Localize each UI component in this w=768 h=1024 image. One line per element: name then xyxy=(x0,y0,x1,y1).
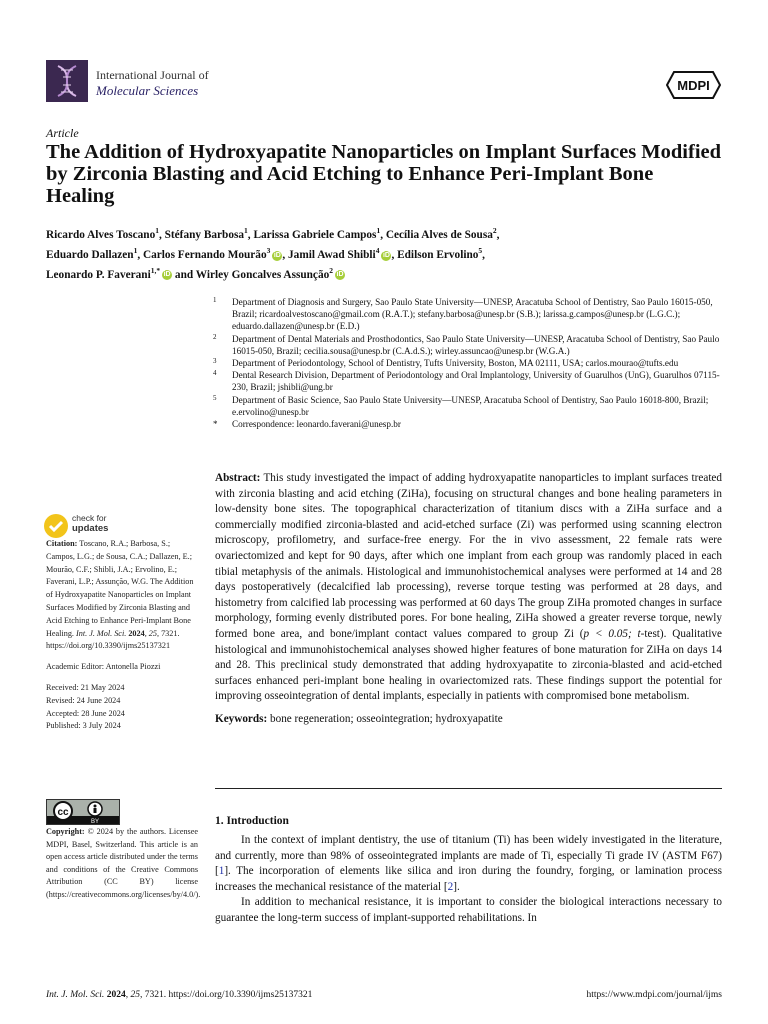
journal-name-line2: Molecular Sciences xyxy=(96,83,199,98)
author-separator: , xyxy=(391,248,398,261)
mdpi-logo xyxy=(666,70,721,100)
copyright-notice xyxy=(46,826,201,902)
abstract-text-a: This study investigated the impact of adding hydroxyapatite nanoparticles to implant surfaces treated with zirconia blasting and acid etching (ZiHa), focusing on structural changes and bone healing parameters in low-density bone sites. The topographical characterization of titanium discs with a ZiHa surface and a commercially modified zirconia-blasted and acid-etched surface (Zi) was performed using scanning electron microscopy, profilometry, and surface-free energy. For the in vivo assessment, 22 female rats were ovariectomized and kept for 90 days, after which one implant from each group was randomly placed in each tibial metaphysis of the animals. Histological and immunohistochemical analyses were performed at 14 and 28 days postoperatively (decalcified lab processing), reverse torque testing was performed at 28 days, and histometry from calcified lab processing was performed at 60 days The group ZiHa promoted changes in surface morphology, forming evenly distributed pores. For bone healing, ZiHa showed a greater reverse torque, newly formed bone area, and bone/implant contact values compared to group Zi ( xyxy=(215,472,722,640)
author-separator: , xyxy=(247,228,254,241)
keywords xyxy=(215,712,722,728)
affiliation-number: 5 xyxy=(213,393,217,402)
footer-citation: Int. J. Mol. Sci. 2024, 25, 7321. https://doi.org/10.3390/ijms25137321 xyxy=(46,990,313,1000)
reference-link-1[interactable]: 1 xyxy=(218,865,225,878)
footer-journal: Int. J. Mol. Sci. xyxy=(46,990,105,1000)
abstract xyxy=(215,471,722,705)
mdpi-logo-text: MDPI xyxy=(677,78,710,93)
affiliation-item xyxy=(210,333,730,357)
author-affiliation-marker: 3 xyxy=(266,245,271,255)
article-title: The Addition of Hydroxyapatite Nanoparticles on Implant Surfaces Modified by Zirconia Blasting and Acid Etching to Enhance Peri-Implant Bone Healing xyxy=(46,141,722,207)
author-separator: , xyxy=(482,248,485,261)
author-affiliation-marker: 1,* xyxy=(150,265,161,275)
correspondence-text: Correspondence: leonardo.faverani@unesp.br xyxy=(232,419,401,430)
check-for-updates-line1: check for xyxy=(72,513,107,523)
citation-label: Citation: xyxy=(46,539,78,548)
footer-volume: 25 xyxy=(130,990,140,1000)
orcid-icon[interactable]: iD xyxy=(163,271,171,279)
author-separator: , xyxy=(137,248,143,261)
author-affiliation-marker: 2 xyxy=(329,265,333,275)
author-affiliation-marker: 1 xyxy=(155,226,159,235)
copyright-label: Copyright: xyxy=(46,827,85,836)
footer-journal-url[interactable]: https://www.mdpi.com/journal/ijms xyxy=(586,990,722,1000)
citation-year: 2024 xyxy=(128,628,145,638)
affiliation-item xyxy=(210,357,730,369)
author-name: Larissa Gabriele Campos xyxy=(253,228,377,241)
abstract-text-b: -test). Qualitative histological and immunohistochemical analyses showed higher features of bone maturation for ZiHa on days 14 and 28. This preclinical study demonstrated that adding hydroxyapatite to zirconia-blasted and acid-etched surfaces enhanced peri-implant bone healing in ovariectomized rats. These findings support the potential for improving osseointegration of dental implants, especially in patients with compromised bone metabolism. xyxy=(215,627,722,703)
revised-date: Revised: 24 June 2024 xyxy=(46,695,121,705)
intro-p1-c: ]. xyxy=(453,880,460,893)
author-affiliation-marker: 1 xyxy=(376,226,381,235)
author-affiliation-marker: 1 xyxy=(244,226,248,235)
reference-link-2[interactable]: 2 xyxy=(447,880,454,893)
author-affiliation-marker: 2 xyxy=(492,226,497,235)
introduction-heading: 1. Introduction xyxy=(215,815,289,827)
intro-paragraph-2: In addition to mechanical resistance, it is important to consider the biological interactions necessary to guarantee the long-term success of implant-supported rehabilitations. In xyxy=(215,896,722,924)
affiliation-text: Dental Research Division, Department of Periodontology and Oral Implantology, University of Guarulhos (UnG), Guarulhos 07115-230, Brazil; jshibli@ung.br xyxy=(232,370,720,393)
author-name: Ricardo Alves Toscano xyxy=(46,228,156,241)
keywords-label: Keywords: xyxy=(215,712,268,725)
citation-journal: Int. J. Mol. Sci. xyxy=(76,628,127,638)
affiliation-number: 2 xyxy=(213,332,217,341)
cc-icon: cc xyxy=(57,807,69,818)
affiliation-item xyxy=(210,369,730,393)
affiliation-item xyxy=(210,296,730,333)
affiliation-text: Department of Diagnosis and Surgery, Sao Paulo State University—UNESP, Aracatuba School of Dentistry, Sao Paulo 16015-050, Brazil; ricardoalvestoscano@gmail.com (R.A.T.); stefany.barbosa@unesp.br (S.B.); larissa.g.campos@unesp.br (L.G.C.); eduardo.dallazen@unesp.br (E.D.) xyxy=(232,297,713,332)
affiliation-text: Department of Periodontology, School of Dentistry, Tufts University, Boston, MA 02111, USA; carlos.mourao@tufts.edu xyxy=(232,358,679,369)
dna-helix-icon xyxy=(46,60,88,102)
keywords-text: bone regeneration; osseointegration; hydroxyapatite xyxy=(270,712,503,725)
citation-volume: 25 xyxy=(148,628,157,638)
intro-p1-b: ]. The incorporation of elements like silica and iron during the foundry, forging, or lamination process increases the mechanical resistance of the material [ xyxy=(215,865,722,893)
abstract-section xyxy=(215,471,722,728)
cc-by-license-badge[interactable] xyxy=(46,799,120,825)
footer-year: 2024 xyxy=(106,990,126,1000)
received-date: Received: 21 May 2024 xyxy=(46,682,125,692)
author-affiliation-marker: 1 xyxy=(133,245,138,255)
citation-text: Toscano, R.A.; Barbosa, S.; Campos, L.G.; de Sousa, C.A.; Dallazen, E.; Mourão, C.F.; Shibli, J.A.; Ervolino, E.; Faverani, L.P.; Assunção, W.G. The Addition of Hydroxyapatite Nanoparticles on Implant Surfaces Modified by Zirconia Blasting and Acid Etching to Enhance Peri-Implant Bone Healing. xyxy=(46,539,194,638)
author-name: Leonardo P. Faverani xyxy=(46,268,151,281)
author-name: Carlos Fernando Mourão xyxy=(142,248,267,261)
correspondence xyxy=(210,418,730,430)
orcid-icon[interactable]: iD xyxy=(273,251,281,259)
journal-name xyxy=(96,68,209,98)
author-separator: , xyxy=(158,228,165,241)
author-name: Stéfany Barbosa xyxy=(164,228,245,241)
author-name: Cecília Alves de Sousa xyxy=(385,228,493,241)
author-name: Jamil Awad Shibli xyxy=(288,248,376,261)
section-divider xyxy=(215,788,722,789)
check-for-updates-line2: updates xyxy=(72,522,109,534)
check-for-updates-button[interactable] xyxy=(44,512,124,538)
affiliation-text: Department of Basic Science, Sao Paulo State University—UNESP, Aracatuba School of Dentistry, Sao Paulo 16018-800, Brazil; e.ervolino@unesp.br xyxy=(232,394,709,417)
affiliation-number: 4 xyxy=(213,369,217,378)
abstract-label: Abstract: xyxy=(215,472,261,484)
author-affiliation-marker: 5 xyxy=(478,245,483,255)
author-separator: , xyxy=(380,228,386,241)
accepted-date: Accepted: 28 June 2024 xyxy=(46,708,125,718)
citation: Citation: Toscano, R.A.; Barbosa, S.; Campos, L.G.; de Sousa, C.A.; Dallazen, E.; Mourão, C.F.; Shibli, J.A.; Ervolino, E.; Faverani, L.P.; Assunção, W.G. The Addition of Hydroxyapatite Nanoparticles on Implant Surfaces Modified by Zirconia Blasting and Acid Etching to Enhance Peri-Implant Bone Healing. Int. J. Mol. Sci. 2024, 25, 7321. https://doi.org/10.3390/ijms25137321 xyxy=(46,539,194,651)
affiliation-number: 1 xyxy=(213,296,217,304)
intro-p1-a: In the context of implant dentistry, the use of titanium (Ti) has been widely investigated in the literature, and currently, more than 98% of osseointegrated implants are made of Ti, especially Ti grade IV (ASTM F67) [ xyxy=(215,834,722,878)
affiliation-text: Department of Dental Materials and Prosthodontics, Sao Paulo State University—UNESP, Aracatuba School of Dentistry, Sao Paulo 16015-050, Brazil; cecilia.sousa@unesp.br (C.A.d.S.); wirley.assuncao@unesp.br (W.G.A.) xyxy=(232,333,720,356)
affiliation-number: 3 xyxy=(213,357,217,366)
author-affiliation-marker: 4 xyxy=(375,245,380,255)
footer-doi[interactable]: , 7321. https://doi.org/10.3390/ijms25137321 xyxy=(139,990,313,1000)
page-footer xyxy=(46,990,722,1000)
author-list xyxy=(46,223,726,282)
by-label: BY xyxy=(90,819,100,824)
check-for-updates-icon xyxy=(44,514,68,538)
correspondence-marker: * xyxy=(213,419,218,430)
copyright-text: © 2024 by the authors. Licensee MDPI, Basel, Switzerland. This article is an open access article distributed under the terms and conditions of the Creative Commons Attribution (CC BY) license (https://creativecommons.org/licenses/by/4.0/). xyxy=(46,827,201,899)
affiliation-item xyxy=(210,394,730,418)
sidebar xyxy=(46,538,198,733)
author-name: Wirley Goncalves Assunção xyxy=(195,268,330,281)
citation-doi[interactable]: , 7321. https://doi.org/10.3390/ijms25137321 xyxy=(46,628,180,651)
academic-editor: Academic Editor: Antonella Piozzi xyxy=(46,662,161,672)
author-separator: , xyxy=(282,248,289,261)
published-date: Published: 3 July 2024 xyxy=(46,721,121,731)
orcid-icon[interactable]: iD xyxy=(382,251,390,259)
journal-name-line1: International Journal of xyxy=(96,68,209,82)
author-name: Eduardo Dallazen xyxy=(46,248,134,261)
intro-paragraph-1 xyxy=(215,833,722,895)
author-name: Edilson Ervolino xyxy=(397,248,479,261)
abstract-p-value: p < 0.05; xyxy=(583,627,638,640)
journal-logo xyxy=(46,60,88,102)
author-separator: , xyxy=(496,228,500,241)
abstract-t-word: t xyxy=(637,627,641,640)
introduction-body xyxy=(215,833,722,927)
article-type: Article xyxy=(46,126,79,140)
affiliations xyxy=(210,296,730,430)
orcid-icon[interactable]: iD xyxy=(336,271,344,279)
author-separator: and xyxy=(172,268,196,281)
